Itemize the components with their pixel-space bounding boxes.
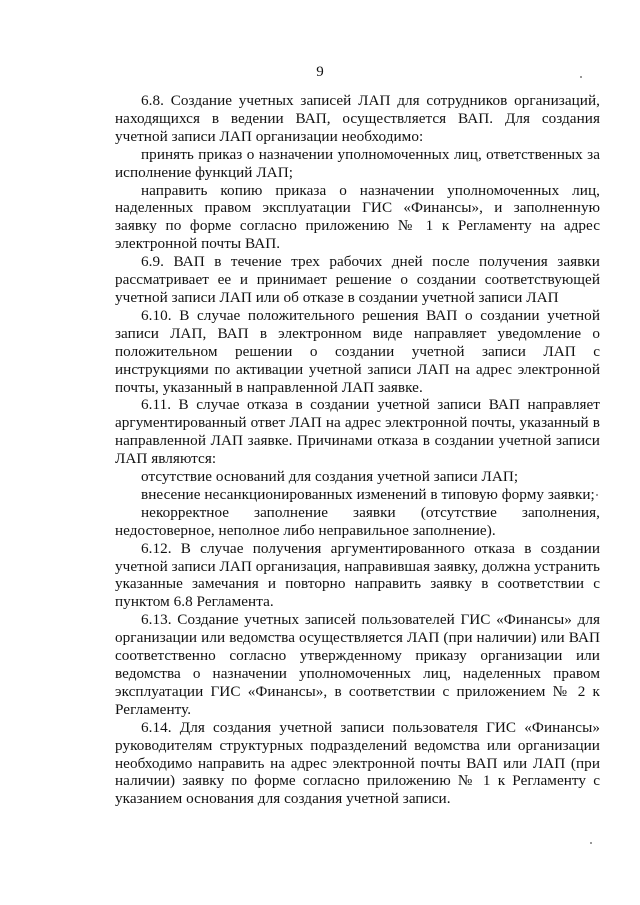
page-number: 9	[316, 64, 324, 80]
document-body	[115, 92, 600, 808]
paragraph-6-11: 6.11. В случае отказа в создании учетной записи ВАП направляет аргументированный ответ ЛАП на адрес электронной почты, указанный в направленной ЛАП заявке. Причинами отказа в создании учетной записи ЛАП являются:	[115, 396, 600, 468]
scan-speck	[580, 76, 582, 78]
paragraph-6-8: 6.8. Создание учетных записей ЛАП для сотрудников организаций, находящихся в ведении ВАП, осуществляется ВАП. Для создания учетной записи ЛАП организации необходимо:	[115, 92, 600, 145]
paragraph-6-10: 6.10. В случае положительного решения ВАП о создании учетной записи ЛАП, ВАП в электронном виде направляет уведомление о положительном решении о создании учетной записи ЛАП с инструкциями по активации учетной записи ЛАП на адрес электронной почты, указанный в направленной ЛАП заявке.	[115, 306, 600, 396]
list-item-no-grounds: отсутствие оснований для создания учетной записи ЛАП;	[141, 468, 519, 486]
paragraph-6-9: 6.9. ВАП в течение трех рабочих дней после получения заявки рассматривает ее и принимает решение о создании соответствующей учетной записи ЛАП или об отказе в создании учетной записи ЛАП	[115, 253, 600, 306]
paragraph-6-14: 6.14. Для создания учетной записи пользователя ГИС «Финансы» руководителям структурных подразделений ведомства или организации необходимо направить на адрес электронной почты ВАП или ЛАП (при наличии) заявку по форме согласно приложению № 1 к Регламенту с указанием основания для создания учетной записи.	[115, 718, 600, 808]
scan-speck	[596, 494, 598, 496]
list-item-order: принять приказ о назначении уполномоченных лиц, ответственных за исполнение функций ЛАП;	[115, 145, 600, 181]
scan-speck	[590, 842, 592, 844]
list-item-send-copy: направить копию приказа о назначении уполномоченных лиц, наделенных правом эксплуатации ГИС «Финансы», и заполненную заявку по форме согласно приложению № 1 к Регламенту на адрес электронной почты ВАП.	[115, 181, 600, 253]
list-item-incorrect-filling: некорректное заполнение заявки (отсутствие заполнения, недостоверное, неполное либо неправильное заполнение).	[115, 503, 600, 539]
paragraph-6-12: 6.12. В случае получения аргументированного отказа в создании учетной записи ЛАП организация, направившая заявку, должна устранить указанные замечания и повторно направить заявку в соответствии с пунктом 6.8 Регламента.	[115, 539, 600, 611]
paragraph-6-13: 6.13. Создание учетных записей пользователей ГИС «Финансы» для организации или ведомства осуществляется ЛАП (при наличии) или ВАП соответственно согласно утвержденному приказу организации или ведомства о назначении уполномоченных лиц, наделенных правом эксплуатации ГИС «Финансы», в соответствии с приложением № 2 к Регламенту.	[115, 611, 600, 718]
list-item-unauthorized-changes: внесение несанкционированных изменений в типовую форму заявки;	[141, 485, 595, 503]
